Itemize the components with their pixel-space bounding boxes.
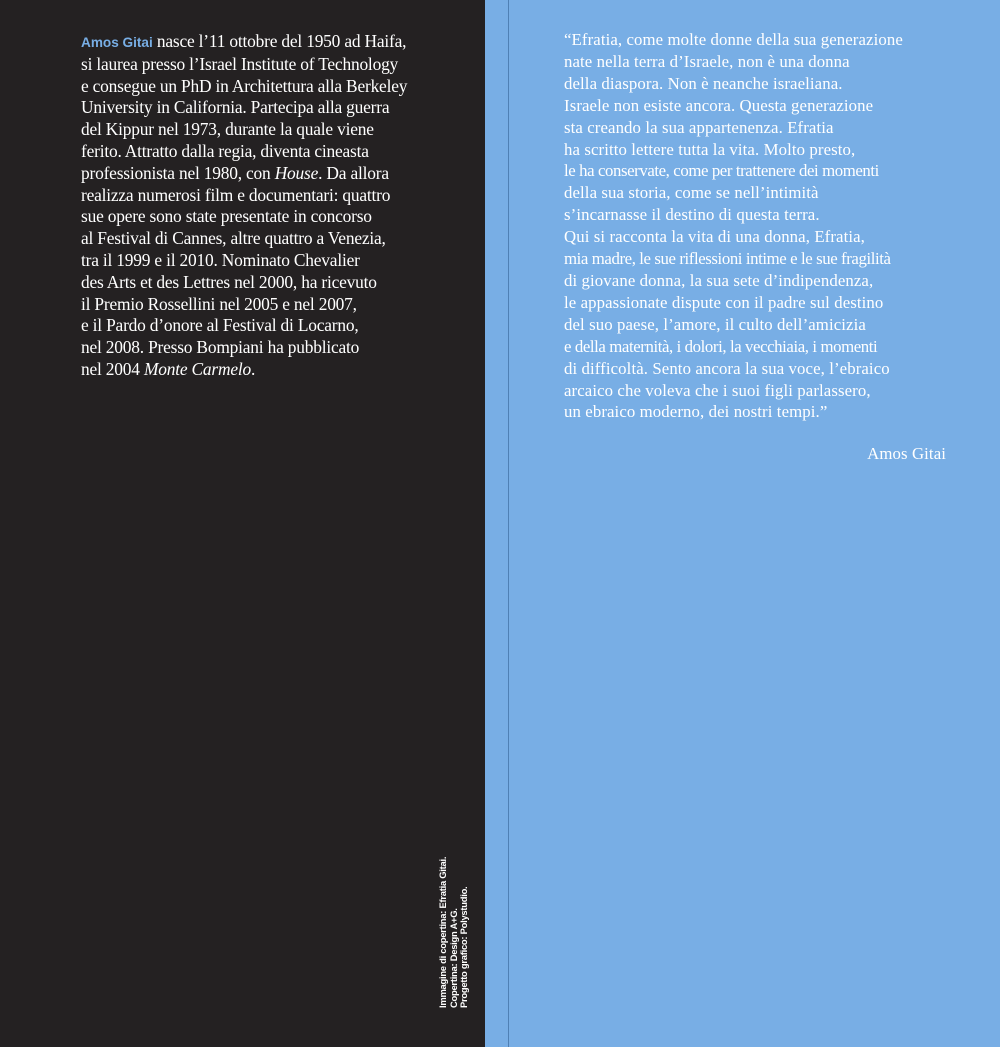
back-flap-dark bbox=[0, 0, 485, 1047]
fold-line bbox=[508, 0, 509, 1047]
film-title-house: House bbox=[274, 162, 319, 183]
bio-text: . Da allora bbox=[318, 162, 389, 183]
bio-line bbox=[81, 359, 476, 381]
author-bio bbox=[81, 31, 476, 381]
bio-text: nel 2004 bbox=[81, 358, 144, 379]
bio-line: University in California. Partecipa alla guerra bbox=[81, 97, 390, 118]
quote-line: s’incarnasse il destino di questa terra. bbox=[564, 205, 820, 225]
bio-text: . bbox=[250, 358, 256, 379]
bio-line: al Festival di Cannes, altre quattro a Venezia, bbox=[81, 228, 386, 249]
quote-line: Israele non esiste ancora. Questa generazione bbox=[564, 95, 874, 115]
quote-line: di difficoltà. Sento ancora la sua voce, l’ebraico bbox=[564, 358, 890, 378]
quote-line: Qui si racconta la vita di una donna, Efratia, bbox=[564, 227, 865, 247]
quote-line: le appassionate dispute con il padre sul destino bbox=[564, 292, 884, 312]
bio-line: del Kippur nel 1973, durante la quale viene bbox=[81, 119, 374, 140]
quote-line: della diaspora. Non è neanche israeliana. bbox=[564, 73, 843, 93]
author-name: Amos Gitai bbox=[81, 35, 153, 50]
bio-line bbox=[81, 31, 476, 54]
quote-line: nate nella terra d’Israele, non è una donna bbox=[564, 51, 850, 71]
bio-line bbox=[81, 163, 476, 185]
bio-line: il Premio Rossellini nel 2005 e nel 2007, bbox=[81, 293, 357, 314]
bio-line: e il Pardo d’onore al Festival di Locarno, bbox=[81, 315, 359, 336]
cover-credits bbox=[438, 858, 470, 1008]
blurb-quote bbox=[564, 29, 950, 423]
credit-line: Progetto grafico: Polystudio. bbox=[458, 886, 469, 1008]
bio-line: e consegue un PhD in Architettura alla Berkeley bbox=[81, 75, 408, 96]
quote-line: di giovane donna, la sua sete d’indipendenza, bbox=[564, 270, 874, 290]
quote-line: e della maternità, i dolori, la vecchiaia, i momenti bbox=[564, 336, 878, 356]
bio-line: realizza numerosi film e documentari: quattro bbox=[81, 184, 391, 205]
book-title-monte-carmelo: Monte Carmelo bbox=[143, 358, 251, 379]
quote-line: del suo paese, l’amore, il culto dell’amicizia bbox=[564, 314, 866, 334]
bio-text: nasce l’11 ottobre del 1950 ad Haifa, bbox=[152, 31, 407, 51]
quote-line: mia madre, le sue riflessioni intime e le sue fragilità bbox=[564, 249, 891, 269]
quote-line: della sua storia, come se nell’intimità bbox=[564, 183, 819, 203]
quote-line: sta creando la sua appartenenza. Efratia bbox=[564, 117, 834, 137]
bio-line: ferito. Attratto dalla regia, diventa cineasta bbox=[81, 140, 369, 161]
credit-line: Immagine di copertina: Efratia Gitai. bbox=[437, 856, 448, 1008]
bio-line: nel 2008. Presso Bompiani ha pubblicato bbox=[81, 337, 360, 358]
quote-signature: Amos Gitai bbox=[867, 444, 946, 463]
credit-line: Copertina: Design A+G. bbox=[447, 908, 459, 1008]
quote-line: arcaico che voleva che i suoi figli parlassero, bbox=[564, 380, 871, 400]
bio-text: professionista nel 1980, con bbox=[81, 162, 275, 183]
bio-line: sue opere sono state presentate in concorso bbox=[81, 206, 372, 227]
bio-line: si laurea presso l’Israel Institute of Technology bbox=[81, 53, 399, 74]
bio-line: tra il 1999 e il 2010. Nominato Chevalier bbox=[81, 249, 360, 270]
quote-line: ha scritto lettere tutta la vita. Molto presto, bbox=[564, 139, 856, 159]
quote-line: “Efratia, come molte donne della sua generazione bbox=[564, 30, 903, 49]
bio-line: des Arts et des Lettres nel 2000, ha ricevuto bbox=[81, 271, 377, 292]
quote-line: un ebraico moderno, dei nostri tempi.” bbox=[564, 402, 828, 422]
quote-line: le ha conservate, come per trattenere dei momenti bbox=[564, 161, 879, 181]
